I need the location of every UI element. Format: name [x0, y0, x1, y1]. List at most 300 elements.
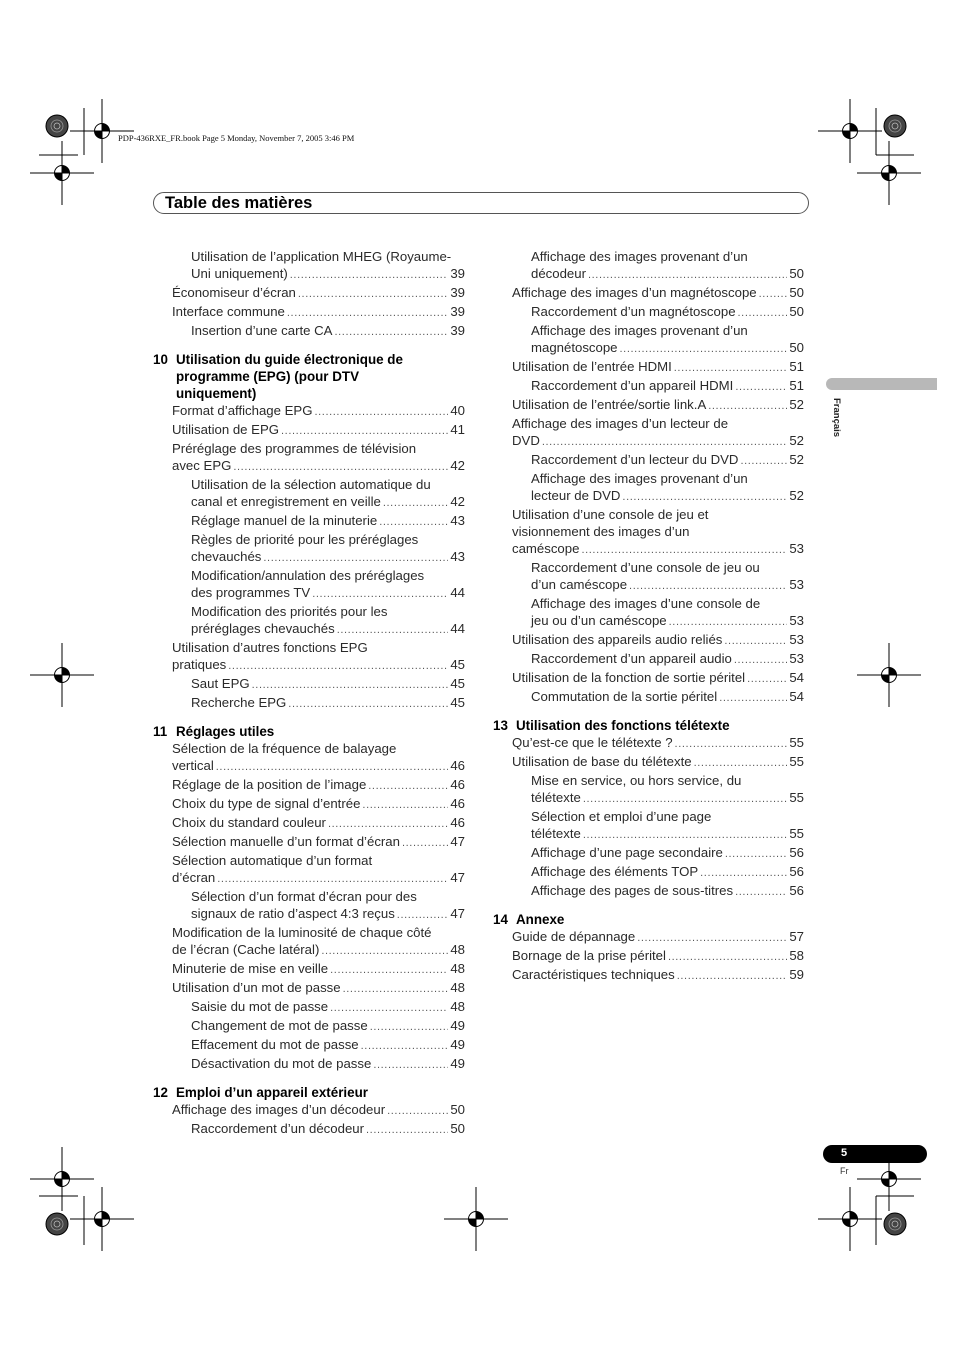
page-ref: 44: [450, 585, 465, 600]
toc-entry[interactable]: [153, 888, 465, 924]
toc-entry[interactable]: [493, 863, 804, 882]
section-title: [176, 1084, 368, 1101]
entry-last-line: [191, 1017, 465, 1036]
toc-entry[interactable]: [153, 603, 465, 639]
entry-text-line: Utilisation d’une console de jeu et: [512, 507, 709, 522]
entry-last-line: [191, 584, 465, 603]
page-title: Table des matières: [165, 194, 313, 212]
page-ref: 46: [450, 815, 465, 830]
entry-text: Format d’affichage EPG: [172, 403, 313, 418]
entry-text: Interface commune: [172, 304, 285, 319]
toc-entry[interactable]: [153, 694, 465, 713]
page-ref: 39: [450, 285, 465, 300]
page-number: 5: [841, 1147, 848, 1159]
dot-leader: [629, 578, 787, 595]
entry-last-line: [191, 265, 465, 284]
entry-last-line: [172, 833, 465, 852]
entry-text-line: Utilisation d’autres fonctions EPG: [172, 640, 368, 655]
toc-entry[interactable]: [493, 808, 804, 844]
entry-text: Recherche EPG: [191, 695, 287, 710]
entry-last-line: [172, 869, 465, 888]
toc-entry[interactable]: [493, 358, 804, 377]
toc-entry[interactable]: [493, 396, 804, 415]
toc-section-heading: [493, 911, 804, 928]
page-ref: 57: [789, 929, 804, 944]
toc-entry[interactable]: [153, 531, 465, 567]
entry-text: Saut EPG: [191, 676, 250, 691]
entry-last-line: [531, 303, 804, 322]
page-ref: 46: [450, 758, 465, 773]
entry-last-line: [191, 694, 465, 713]
toc-entry[interactable]: [493, 284, 804, 303]
dot-leader: [287, 305, 448, 322]
toc-entry[interactable]: [153, 639, 465, 675]
section-title: [516, 911, 564, 928]
dot-leader: [637, 930, 787, 947]
dot-leader: [397, 907, 449, 924]
entry-text: télétexte: [531, 826, 581, 841]
dot-leader: [542, 434, 787, 451]
entry-last-line: [512, 928, 804, 947]
toc-entry[interactable]: [493, 470, 804, 506]
entry-text-line: Affichage des images provenant d’un: [531, 471, 748, 486]
entry-last-line: [172, 795, 465, 814]
page-ref: 48: [450, 942, 465, 957]
toc-entry[interactable]: [493, 559, 804, 595]
dot-leader: [330, 1000, 448, 1017]
toc-entry[interactable]: [493, 650, 804, 669]
dot-leader: [362, 797, 448, 814]
page-ref: 48: [450, 980, 465, 995]
toc-entry[interactable]: [493, 844, 804, 863]
toc-entry[interactable]: [153, 814, 465, 833]
dot-leader: [675, 736, 788, 753]
dot-leader: [694, 755, 788, 772]
entry-text: d’un caméscope: [531, 577, 628, 592]
entry-text-line: Affichage des images d’une console de: [531, 596, 761, 611]
entry-text-line: Utilisation de l’application MHEG (Royaume-: [191, 249, 452, 264]
entry-text: Utilisation d’un mot de passe: [172, 980, 341, 995]
entry-text: Qu’est-ce que le télétexte ?: [512, 735, 673, 750]
dot-leader: [583, 827, 787, 844]
page-ref: 45: [450, 695, 465, 710]
dot-leader: [379, 514, 448, 531]
page-ref: 52: [789, 452, 804, 467]
dot-leader: [725, 846, 787, 863]
entry-text: Utilisation des appareils audio reliés: [512, 632, 723, 647]
page-ref: 51: [789, 359, 804, 374]
entry-text-line: Modification de la luminosité de chaque côté: [172, 925, 432, 940]
toc-entry[interactable]: [493, 451, 804, 470]
page-ref: 49: [450, 1037, 465, 1052]
section-gap: [153, 1074, 465, 1084]
entry-last-line: [531, 451, 804, 470]
toc-entry[interactable]: [493, 631, 804, 650]
entry-text-line: Modification/annulation des préréglages: [191, 568, 425, 583]
crop-lines-top: [39, 108, 914, 155]
section-gap: [153, 341, 465, 351]
section-number: 10: [153, 352, 168, 367]
entry-text: Utilisation de base du télétexte: [512, 754, 692, 769]
section-title-line: Utilisation des fonctions télétexte: [516, 718, 730, 733]
entry-last-line: [172, 284, 465, 303]
section-title-line: Utilisation du guide électronique de: [176, 352, 403, 367]
section-title-line: Annexe: [516, 912, 565, 927]
page-ref: 50: [789, 340, 804, 355]
page-ref: 41: [450, 422, 465, 437]
entry-text: lecteur de DVD: [531, 488, 621, 503]
page-ref: 47: [450, 834, 465, 849]
toc-entry[interactable]: [153, 322, 465, 341]
entry-last-line: [191, 1120, 465, 1139]
dot-leader: [315, 404, 449, 421]
entry-text: Affichage des images d’un décodeur: [172, 1102, 386, 1117]
entry-text: pratiques: [172, 657, 227, 672]
entry-text: Choix du standard couleur: [172, 815, 326, 830]
entry-last-line: [531, 863, 804, 882]
toc-entry[interactable]: [153, 852, 465, 888]
entry-text: Guide de dépannage: [512, 929, 636, 944]
dot-leader: [747, 671, 787, 688]
section-title-line: Emploi d’un appareil extérieur: [176, 1085, 368, 1100]
dot-leader: [366, 1122, 448, 1139]
entry-last-line: [172, 814, 465, 833]
toc-entry[interactable]: [153, 833, 465, 852]
entry-text: Insertion d’une carte CA: [191, 323, 333, 338]
toc-entry[interactable]: [153, 402, 465, 421]
dot-leader: [370, 1019, 449, 1036]
toc-entry[interactable]: [493, 595, 804, 631]
toc-entry[interactable]: [153, 1036, 465, 1055]
page-ref: 42: [450, 458, 465, 473]
page-ref: 46: [450, 777, 465, 792]
page-ref: 49: [450, 1056, 465, 1071]
toc-entry[interactable]: [153, 795, 465, 814]
dot-leader: [330, 962, 448, 979]
dot-leader: [368, 778, 448, 795]
entry-text-line: Préréglage des programmes de télévision: [172, 441, 417, 456]
dot-leader: [337, 622, 449, 639]
page-ref: 55: [789, 790, 804, 805]
section-number: 13: [493, 718, 508, 733]
print-slug: PDP-436RXE_FR.book Page 5 Monday, November 7, 2005 3:46 PM: [118, 133, 355, 143]
dot-leader: [361, 1038, 449, 1055]
toc-entry[interactable]: [153, 567, 465, 603]
dot-leader: [321, 943, 448, 960]
section-title-line: programme (EPG) (pour DTV: [176, 369, 360, 384]
section-number: 11: [153, 724, 168, 739]
toc-entry[interactable]: [493, 753, 804, 772]
entry-text-line: Règles de priorité pour les préréglages: [191, 532, 419, 547]
section-title-line: Réglages utiles: [176, 724, 275, 739]
entry-last-line: [531, 487, 804, 506]
entry-text: Saisie du mot de passe: [191, 999, 329, 1014]
dot-leader: [328, 816, 448, 833]
entry-text: Utilisation de l’entrée HDMI: [512, 359, 672, 374]
dot-leader: [288, 696, 448, 713]
dot-leader: [334, 324, 448, 341]
entry-text: Sélection manuelle d’un format d’écran: [172, 834, 400, 849]
entry-last-line: [191, 1036, 465, 1055]
toc-entry[interactable]: [493, 966, 804, 985]
toc-entry[interactable]: [153, 776, 465, 795]
toc-entry[interactable]: [493, 947, 804, 966]
toc-entry[interactable]: [153, 512, 465, 531]
entry-text: Réglage manuel de la minuterie: [191, 513, 378, 528]
page-ref: 53: [789, 632, 804, 647]
page-ref: 39: [450, 323, 465, 338]
page-number-badge: [823, 1145, 927, 1163]
section-title: [176, 351, 403, 402]
toc-entry[interactable]: [153, 1120, 465, 1139]
dot-leader: [290, 267, 449, 284]
entry-last-line: [531, 882, 804, 901]
entry-text-line: Affichage des images d’un lecteur de: [512, 416, 729, 431]
entry-last-line: [191, 1055, 465, 1074]
page-ref: 52: [789, 433, 804, 448]
page-ref: 50: [450, 1121, 465, 1136]
page-ref: 55: [789, 754, 804, 769]
entry-text: Choix du type de signal d’entrée: [172, 796, 361, 811]
entry-text: Affichage des images d’un magnétoscope: [512, 285, 757, 300]
entry-text: avec EPG: [172, 458, 232, 473]
entry-last-line: [531, 825, 804, 844]
page-ref: 47: [450, 906, 465, 921]
entry-text: des programmes TV: [191, 585, 311, 600]
entry-last-line: [172, 457, 465, 476]
entry-text: Raccordement d’un appareil audio: [531, 651, 732, 666]
entry-text: Raccordement d’un décodeur: [191, 1121, 365, 1136]
entry-last-line: [191, 548, 465, 567]
section-number: 14: [493, 912, 508, 927]
dot-leader: [738, 305, 788, 322]
toc-entry[interactable]: [153, 476, 465, 512]
dot-leader: [252, 677, 449, 694]
entry-text: Affichage des éléments TOP: [531, 864, 699, 879]
dot-leader: [216, 759, 449, 776]
dot-leader: [312, 586, 448, 603]
entry-last-line: [512, 358, 804, 377]
entry-text: télétexte: [531, 790, 581, 805]
entry-text: chevauchés: [191, 549, 262, 564]
entry-last-line: [512, 540, 804, 559]
dot-leader: [740, 453, 787, 470]
page-ref: 54: [789, 689, 804, 704]
entry-last-line: [512, 284, 804, 303]
entry-text: Effacement du mot de passe: [191, 1037, 359, 1052]
entry-text: signaux de ratio d’aspect 4:3 reçus: [191, 906, 395, 921]
page-ref: 58: [789, 948, 804, 963]
language-tab: [826, 378, 937, 390]
entry-last-line: [172, 776, 465, 795]
dot-leader: [700, 865, 787, 882]
entry-last-line: [531, 377, 804, 396]
toc-entry[interactable]: [153, 1017, 465, 1036]
toc-entry[interactable]: [493, 734, 804, 753]
entry-last-line: [191, 998, 465, 1017]
toc-entry[interactable]: [153, 303, 465, 322]
page-ref: 53: [789, 541, 804, 556]
page-ref: 46: [450, 796, 465, 811]
toc-entry[interactable]: [153, 440, 465, 476]
toc-entry[interactable]: [493, 415, 804, 451]
dot-leader: [735, 379, 787, 396]
entry-last-line: [512, 734, 804, 753]
entry-text: Économiseur d’écran: [172, 285, 296, 300]
entry-text: d’écran: [172, 870, 216, 885]
entry-last-line: [191, 322, 465, 341]
toc-entry[interactable]: [493, 882, 804, 901]
page-ref: 45: [450, 676, 465, 691]
entry-text: caméscope: [512, 541, 580, 556]
section-number: 12: [153, 1085, 168, 1100]
entry-text: de l’écran (Cache latéral): [172, 942, 320, 957]
page-ref: 43: [450, 549, 465, 564]
entry-last-line: [512, 396, 804, 415]
page-ref: 55: [789, 735, 804, 750]
dot-leader: [228, 658, 448, 675]
entry-text: Utilisation de la fonction de sortie péritel: [512, 670, 746, 685]
dot-leader: [298, 286, 448, 303]
dot-leader: [387, 1103, 448, 1120]
dot-leader: [217, 871, 448, 888]
dot-leader: [735, 884, 787, 901]
page-ref: 53: [789, 651, 804, 666]
toc-entry[interactable]: [153, 284, 465, 303]
entry-text-line: Sélection automatique d’un format: [172, 853, 373, 868]
entry-text: Commutation de la sortie péritel: [531, 689, 718, 704]
page-ref: 40: [450, 403, 465, 418]
entry-text: Caractéristiques techniques: [512, 967, 675, 982]
title-bar: [153, 192, 809, 214]
entry-text-line: Modification des priorités pour les: [191, 604, 388, 619]
entry-text: Désactivation du mot de passe: [191, 1056, 372, 1071]
toc-entry[interactable]: [493, 506, 804, 559]
dot-leader: [343, 981, 449, 998]
entry-text-line: Affichage des images provenant d’un: [531, 323, 748, 338]
toc-entry[interactable]: [493, 669, 804, 688]
entry-last-line: [512, 432, 804, 451]
toc-entry[interactable]: [493, 928, 804, 947]
language-label: Français: [831, 398, 842, 438]
entry-text: Affichage d’une page secondaire: [531, 845, 723, 860]
entry-text-line: Mise en service, ou hors service, du: [531, 773, 742, 788]
entry-text-line: Affichage des images provenant d’un: [531, 249, 748, 264]
dot-leader: [724, 633, 787, 650]
toc-section-heading: [493, 717, 804, 734]
page-ref: 50: [789, 304, 804, 319]
entry-text-line: Sélection d’un format d’écran pour des: [191, 889, 417, 904]
entry-last-line: [512, 631, 804, 650]
toc-entry[interactable]: [153, 998, 465, 1017]
dot-leader: [583, 791, 787, 808]
entry-last-line: [172, 303, 465, 322]
dot-leader: [677, 968, 788, 985]
page-ref: 53: [789, 613, 804, 628]
section-gap: [493, 901, 804, 911]
dot-leader: [622, 489, 787, 506]
entry-text: DVD: [512, 433, 540, 448]
toc-entry[interactable]: [493, 248, 804, 284]
entry-text: Raccordement d’un lecteur du DVD: [531, 452, 739, 467]
page-ref: 50: [450, 1102, 465, 1117]
page-ref: 49: [450, 1018, 465, 1033]
entry-text: Changement de mot de passe: [191, 1018, 368, 1033]
entry-last-line: [172, 960, 465, 979]
entry-last-line: [531, 576, 804, 595]
toc-entry[interactable]: [493, 322, 804, 358]
entry-last-line: [512, 753, 804, 772]
page-ref: 56: [789, 845, 804, 860]
toc-entry[interactable]: [153, 979, 465, 998]
entry-last-line: [531, 265, 804, 284]
toc-entry[interactable]: [493, 303, 804, 322]
entry-last-line: [531, 612, 804, 631]
entry-last-line: [172, 402, 465, 421]
toc-entry[interactable]: [493, 772, 804, 808]
dot-leader: [708, 398, 787, 415]
section-title-line: uniquement): [176, 386, 257, 401]
page-ref: 39: [450, 304, 465, 319]
toc-section-heading: [153, 1084, 465, 1101]
entry-text: Uni uniquement): [191, 266, 288, 281]
toc-entry[interactable]: [153, 924, 465, 960]
entry-text: jeu ou d’un caméscope: [531, 613, 667, 628]
entry-text: décodeur: [531, 266, 586, 281]
page-ref: 43: [450, 513, 465, 528]
entry-text: Raccordement d’un appareil HDMI: [531, 378, 734, 393]
page-ref: 52: [789, 397, 804, 412]
dot-leader: [588, 267, 787, 284]
entry-text: vertical: [172, 758, 214, 773]
toc-entry[interactable]: [153, 675, 465, 694]
page-ref: 48: [450, 961, 465, 976]
entry-last-line: [172, 941, 465, 960]
entry-text: préréglages chevauchés: [191, 621, 335, 636]
dot-leader: [719, 690, 787, 707]
page-ref: 59: [789, 967, 804, 982]
dot-leader: [233, 459, 448, 476]
entry-text-line: visionnement des images d’un: [512, 524, 690, 539]
page-ref: 39: [450, 266, 465, 281]
entry-text: magnétoscope: [531, 340, 618, 355]
dot-leader: [281, 423, 448, 440]
toc-entry[interactable]: [153, 1101, 465, 1120]
entry-last-line: [191, 620, 465, 639]
toc-entry[interactable]: [153, 1055, 465, 1074]
dot-leader: [383, 495, 448, 512]
page-ref: 56: [789, 864, 804, 879]
page-ref: 54: [789, 670, 804, 685]
toc-entry[interactable]: [493, 377, 804, 396]
toc-entry[interactable]: [153, 740, 465, 776]
entry-text: Minuterie de mise en veille: [172, 961, 329, 976]
toc-entry[interactable]: [153, 421, 465, 440]
toc-entry[interactable]: [493, 688, 804, 707]
page-ref: 55: [789, 826, 804, 841]
entry-last-line: [531, 650, 804, 669]
dot-leader: [373, 1057, 448, 1074]
toc-entry[interactable]: [153, 960, 465, 979]
dot-leader: [668, 949, 787, 966]
entry-text: Réglage de la position de l’image: [172, 777, 367, 792]
section-title: [176, 723, 274, 740]
toc-entry[interactable]: [153, 248, 465, 284]
entry-text: Utilisation de EPG: [172, 422, 280, 437]
entry-last-line: [191, 493, 465, 512]
dot-leader: [734, 652, 787, 669]
entry-text-line: Utilisation de la sélection automatique du: [191, 477, 431, 492]
